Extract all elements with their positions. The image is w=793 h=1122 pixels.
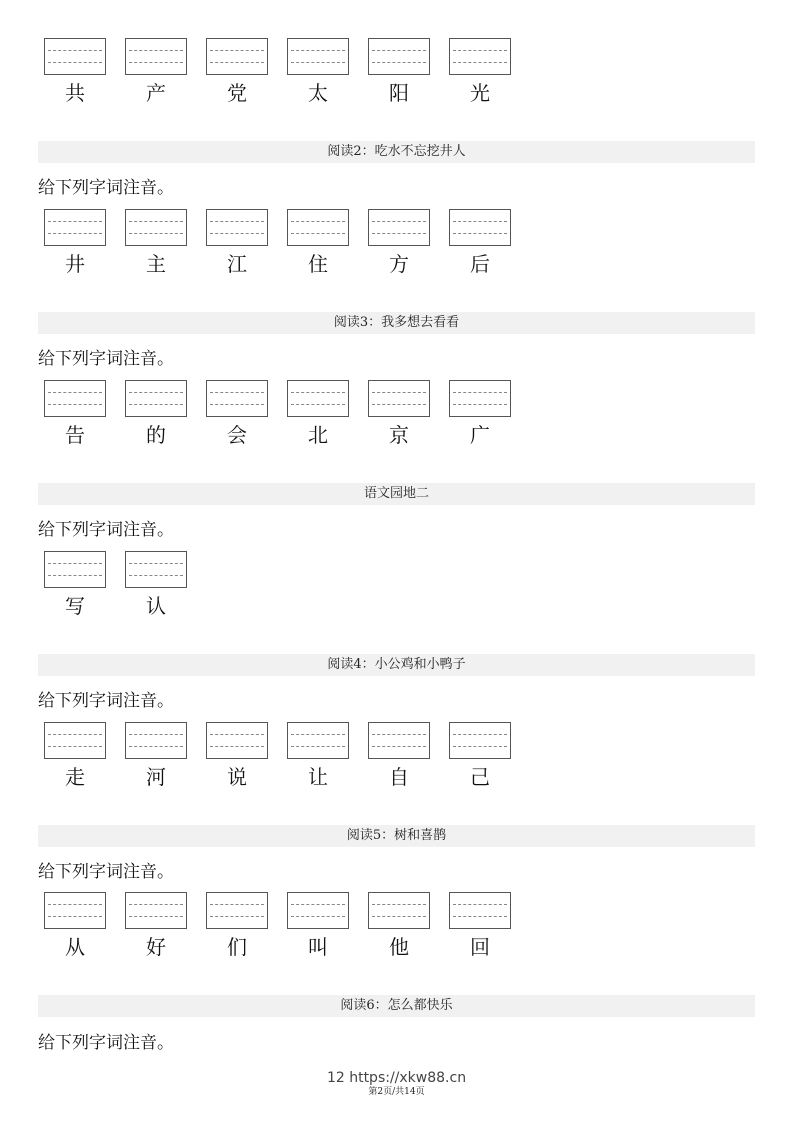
char-cell [206,722,268,790]
pinyin-box[interactable] [449,209,511,246]
pinyin-box[interactable] [125,38,187,75]
char-label: 会 [227,423,247,447]
instruction-text: 给下列字词注音。 [38,349,174,369]
char-cell [449,209,511,277]
pinyin-box[interactable] [449,722,511,759]
char-cell [206,38,268,106]
char-label: 主 [146,252,166,276]
instruction-text: 给下列字词注音。 [38,691,174,711]
pinyin-box[interactable] [287,722,349,759]
pinyin-box[interactable] [449,892,511,929]
char-cell [206,892,268,960]
char-label: 说 [227,765,247,789]
pinyin-box[interactable] [368,380,430,417]
pinyin-box[interactable] [287,380,349,417]
pinyin-box[interactable] [206,722,268,759]
page-number: 第2页/共14页 [368,1087,425,1097]
char-label: 方 [389,252,409,276]
char-cell [368,892,430,960]
top-char-group [44,38,511,106]
char-group [44,892,511,960]
char-label: 他 [389,935,409,959]
char-label: 告 [65,423,85,447]
footer-watermark: 12 https://xkw88.cn [326,1070,467,1086]
char-cell [287,380,349,448]
section-title: 阅读5：树和喜鹊 [38,825,755,847]
pinyin-box[interactable] [206,209,268,246]
char-cell [44,722,106,790]
pinyin-box[interactable] [125,551,187,588]
char-label: 们 [227,935,247,959]
pinyin-box[interactable] [44,551,106,588]
char-label: 共 [65,81,85,105]
section-title: 语文园地二 [38,483,755,505]
char-group [44,551,187,619]
char-label: 太 [308,81,328,105]
char-cell [287,209,349,277]
pinyin-box[interactable] [125,380,187,417]
char-cell [287,38,349,106]
instruction-text: 给下列字词注音。 [38,520,174,540]
char-cell [449,380,511,448]
char-cell [125,722,187,790]
char-label: 产 [146,81,166,105]
section-title: 阅读6：怎么都快乐 [38,995,755,1017]
char-label: 的 [146,423,166,447]
char-cell [44,38,106,106]
instruction-text: 给下列字词注音。 [38,862,174,882]
char-group [44,209,511,277]
char-cell [368,209,430,277]
char-cell [206,380,268,448]
char-label: 后 [470,252,490,276]
char-cell [287,892,349,960]
pinyin-box[interactable] [44,38,106,75]
pinyin-box[interactable] [125,892,187,929]
section-title: 阅读2：吃水不忘挖井人 [38,141,755,163]
pinyin-box[interactable] [287,38,349,75]
char-label: 认 [146,594,166,618]
char-label: 回 [470,935,490,959]
char-label: 党 [227,81,247,105]
pinyin-box[interactable] [44,722,106,759]
char-cell [44,551,106,619]
pinyin-box[interactable] [449,38,511,75]
char-label: 住 [308,252,328,276]
char-cell [287,722,349,790]
char-cell [206,209,268,277]
char-cell [449,38,511,106]
char-cell [125,380,187,448]
char-label: 京 [389,423,409,447]
pinyin-box[interactable] [206,892,268,929]
char-cell [125,551,187,619]
char-cell [125,38,187,106]
char-cell [125,892,187,960]
char-label: 让 [308,765,328,789]
char-cell [368,722,430,790]
char-group [44,380,511,448]
pinyin-box[interactable] [206,38,268,75]
pinyin-box[interactable] [368,892,430,929]
pinyin-box[interactable] [125,209,187,246]
pinyin-box[interactable] [44,892,106,929]
char-label: 江 [227,252,247,276]
pinyin-box[interactable] [125,722,187,759]
pinyin-box[interactable] [44,209,106,246]
pinyin-box[interactable] [449,380,511,417]
char-label: 好 [146,935,166,959]
char-label: 井 [65,252,85,276]
char-label: 从 [65,935,85,959]
instruction-text: 给下列字词注音。 [38,1033,174,1053]
char-group [44,722,511,790]
char-cell [368,380,430,448]
char-label: 走 [65,765,85,789]
char-cell [368,38,430,106]
char-label: 己 [470,765,490,789]
char-cell [125,209,187,277]
pinyin-box[interactable] [368,38,430,75]
char-cell [449,892,511,960]
char-label: 叫 [308,935,328,959]
pinyin-box[interactable] [287,892,349,929]
char-cell [44,892,106,960]
section-title: 阅读4：小公鸡和小鸭子 [38,654,755,676]
char-cell [44,380,106,448]
char-label: 北 [308,423,328,447]
char-label: 光 [470,81,490,105]
char-label: 自 [389,765,409,789]
char-cell [449,722,511,790]
pinyin-box[interactable] [44,380,106,417]
section-title: 阅读3：我多想去看看 [38,312,755,334]
char-label: 阳 [389,81,409,105]
char-label: 河 [146,765,166,789]
pinyin-box[interactable] [206,380,268,417]
pinyin-box[interactable] [368,722,430,759]
char-label: 写 [65,594,85,618]
pinyin-box[interactable] [287,209,349,246]
instruction-text: 给下列字词注音。 [38,178,174,198]
char-label: 广 [470,423,490,447]
pinyin-box[interactable] [368,209,430,246]
char-cell [44,209,106,277]
